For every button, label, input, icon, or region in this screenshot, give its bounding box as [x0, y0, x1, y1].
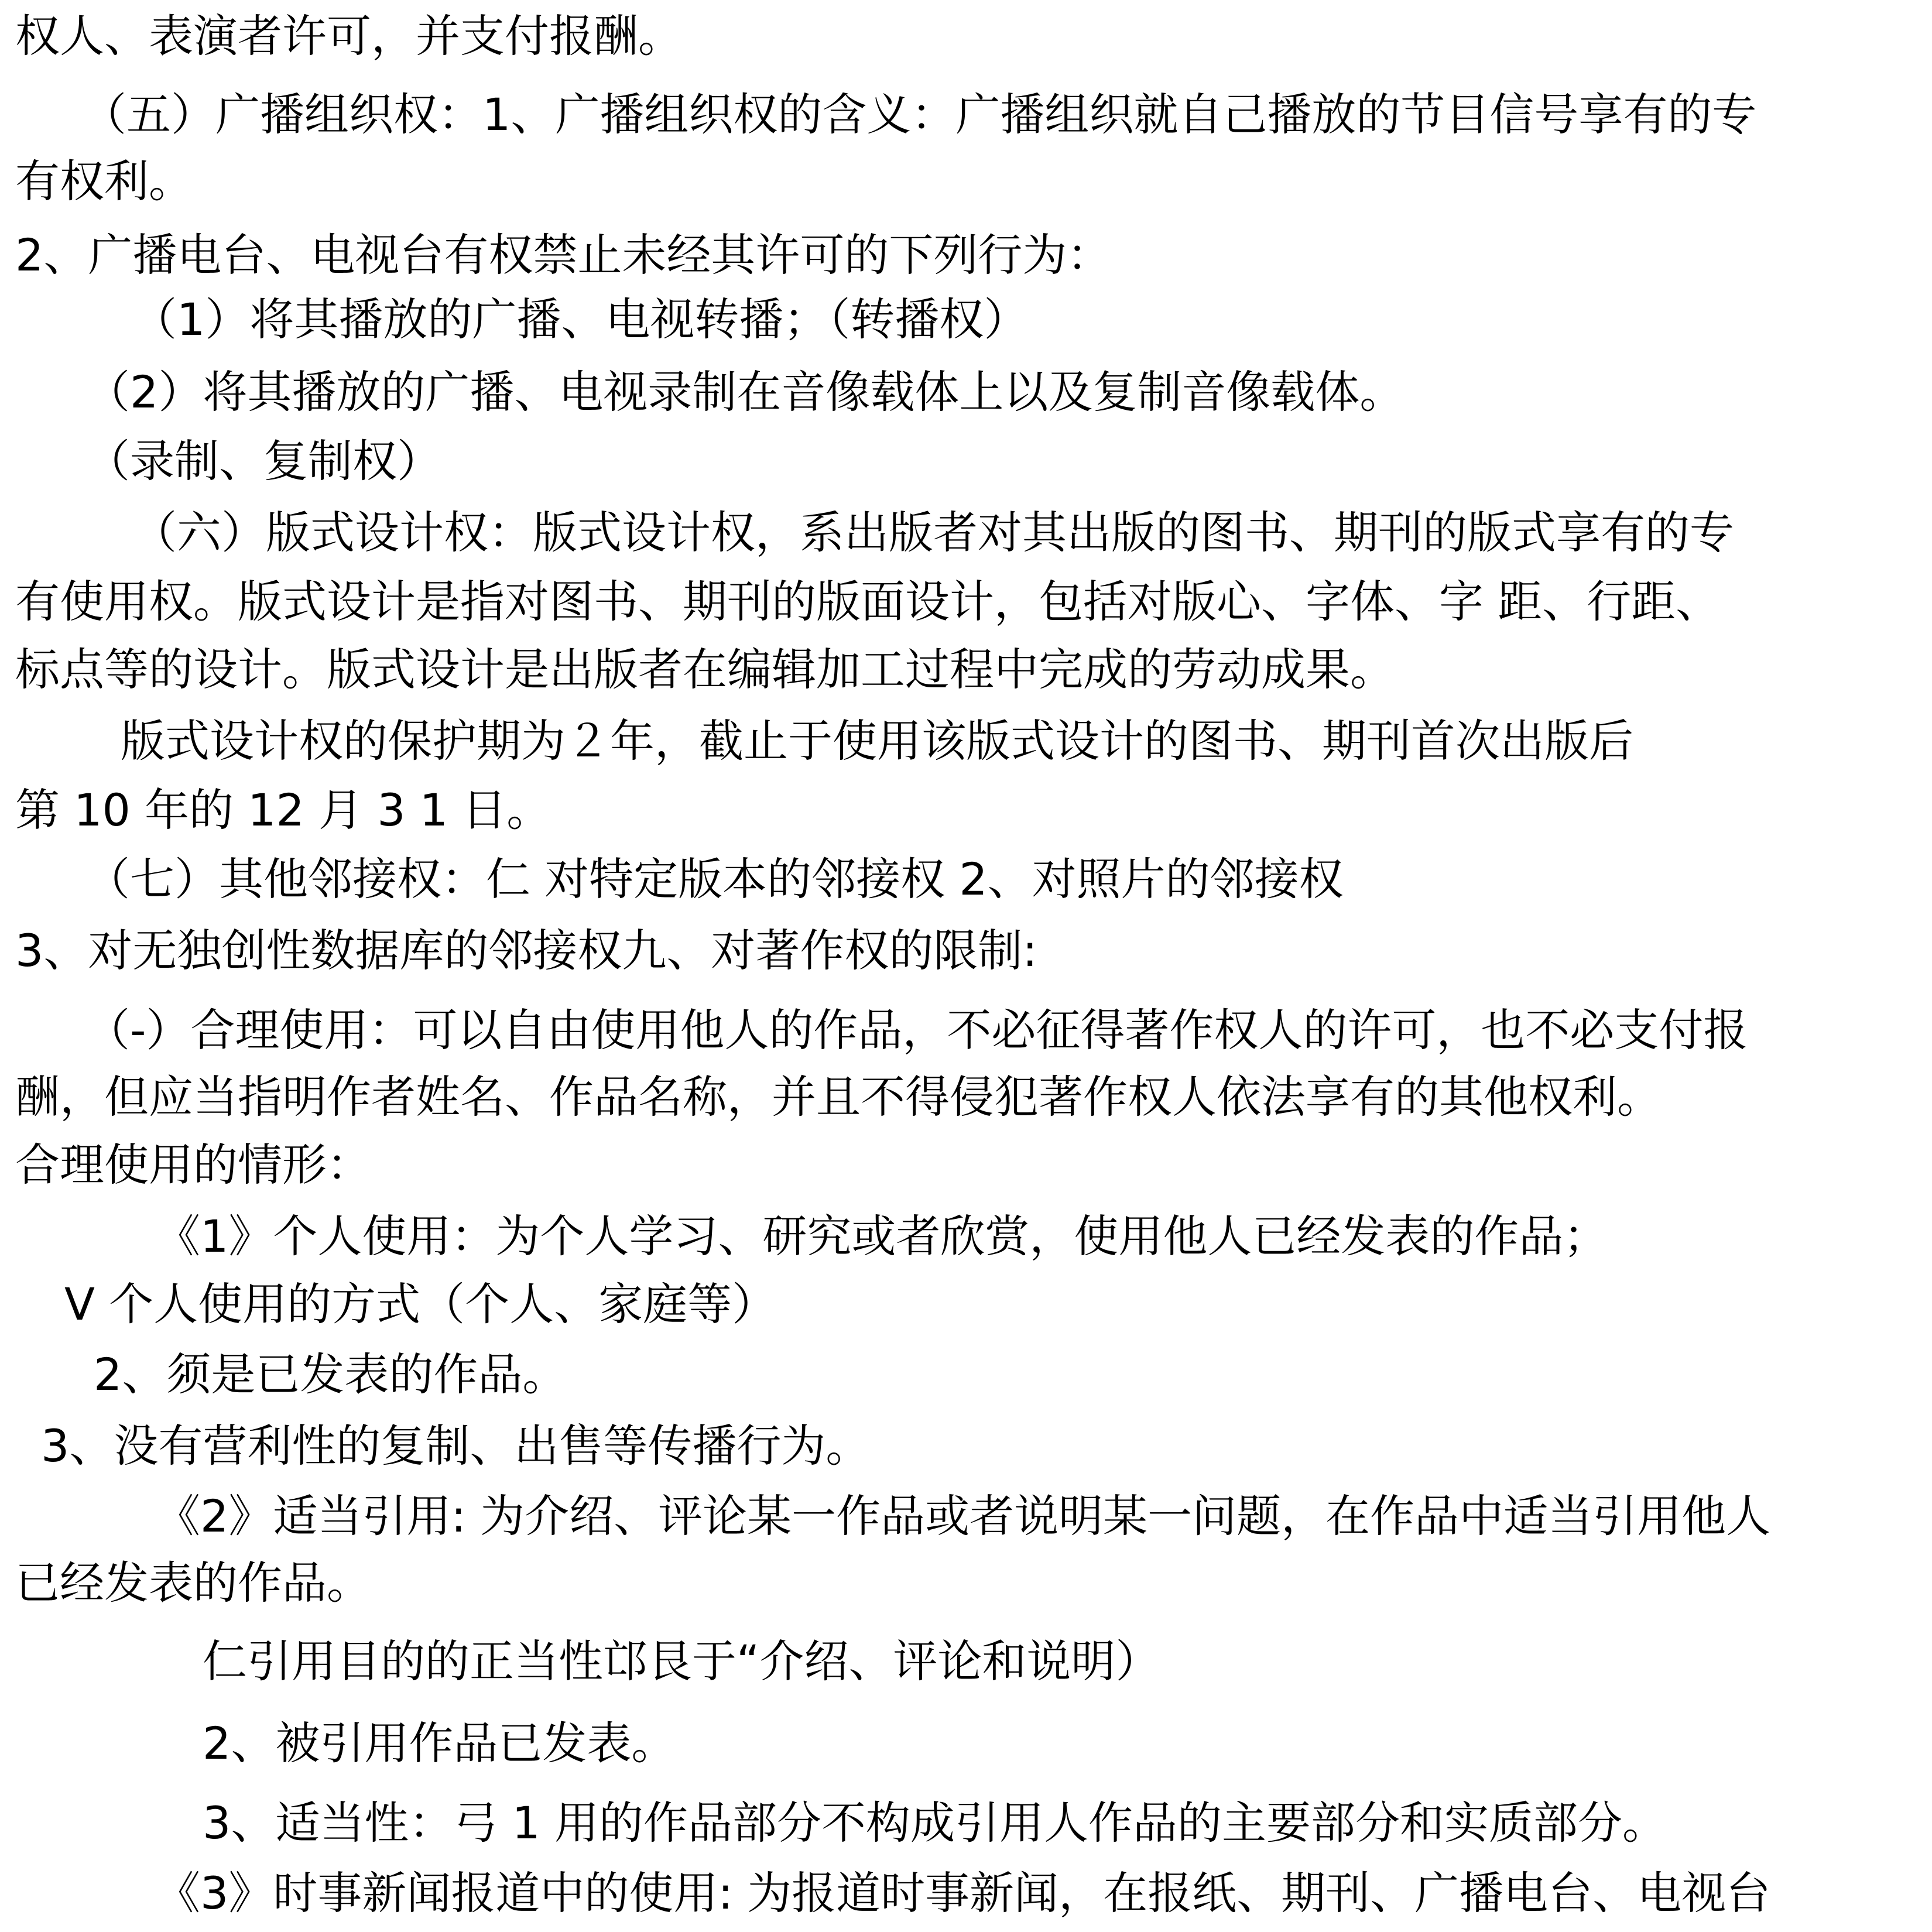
text-line-2: （五）广播组织权：1、广播组织权的含义：广播组织就自己播放的节目信号享有的专	[82, 88, 1757, 141]
text-line-27: 《3》时事新闻报道中的使用: 为报道时事新闻，在报纸、期刊、广播电台、电视台	[156, 1867, 1771, 1919]
text-line-13: （七）其他邻接权：仁 对特定版本的邻接权 2、对照片的邻接权	[85, 853, 1344, 905]
text-line-16: 酬，但应当指明作者姓名、作品名称，并且不得侵犯著作权人依法享有的其他权利。	[15, 1071, 1662, 1123]
text-line-3: 有权利。	[15, 155, 193, 207]
text-line-22: 《2》适当引用: 为介绍、评论某一作品或者说明某一问题，在作品中适当引用他人	[156, 1490, 1771, 1542]
text-line-10: 标点等的设计。版式设计是出版者在编辑加工过程中完成的劳动成果。	[15, 643, 1395, 696]
text-line-12: 第 10 年的 12 月 3 1 日。	[15, 784, 551, 836]
text-line-5: （1）将其播放的广播、电视转播；（转播权）	[132, 293, 1029, 345]
text-line-25: 2、被引用作品已发表。	[203, 1717, 676, 1769]
text-line-18: 《1》个人使用：为个人学习、研究或者欣赏，使用他人已经发表的作品；	[156, 1210, 1608, 1262]
text-line-11: 版式设计权的保护期为２年，截止于使用该版式设计的图书、期刊首次出版后	[121, 715, 1633, 767]
text-line-9: 有使用权。版式设计是指对图书、期刊的版面设计，包括对版心、字体、字 距、行距、	[15, 576, 1721, 628]
text-line-26: 3、适当性：弓 1 用的作品部分不构成引用人作品的主要部分和实质部分。	[203, 1797, 1667, 1849]
text-line-17: 合理使用的情形：	[15, 1139, 371, 1191]
text-line-15: （-）合理使用：可以自由使用他人的作品，不必征得著作权人的许可，也不必支付报	[85, 1004, 1748, 1056]
text-line-20: 2、须是已发表的作品。	[94, 1348, 567, 1400]
text-line-7: （录制、复制权）	[85, 435, 441, 487]
text-line-8: （六）版式设计权：版式设计权，系出版者对其出版的图书、期刊的版式享有的专	[132, 506, 1734, 559]
text-line-14: 3、对无独创性数据库的邻接权九、对著作权的限制:	[15, 924, 1037, 977]
text-line-21: 3、没有营利性的复制、出售等传播行为。	[41, 1420, 871, 1472]
text-line-4: 2、广播电台、电视台有权禁止未经其许可的下列行为：	[15, 229, 1112, 281]
text-line-24: 仁引用目的的正当性邙艮于“介绍、评论和说明）	[203, 1635, 1160, 1687]
text-line-23: 已经发表的作品。	[15, 1557, 371, 1609]
text-line-19: V 个人使用的方式（个人、家庭等）	[64, 1278, 777, 1330]
text-line-1: 权人、表演者许可，并支付报酬。	[15, 10, 683, 62]
text-line-6: （2）将其播放的广播、电视录制在音像载体上以及复制音像载体。	[85, 366, 1405, 418]
